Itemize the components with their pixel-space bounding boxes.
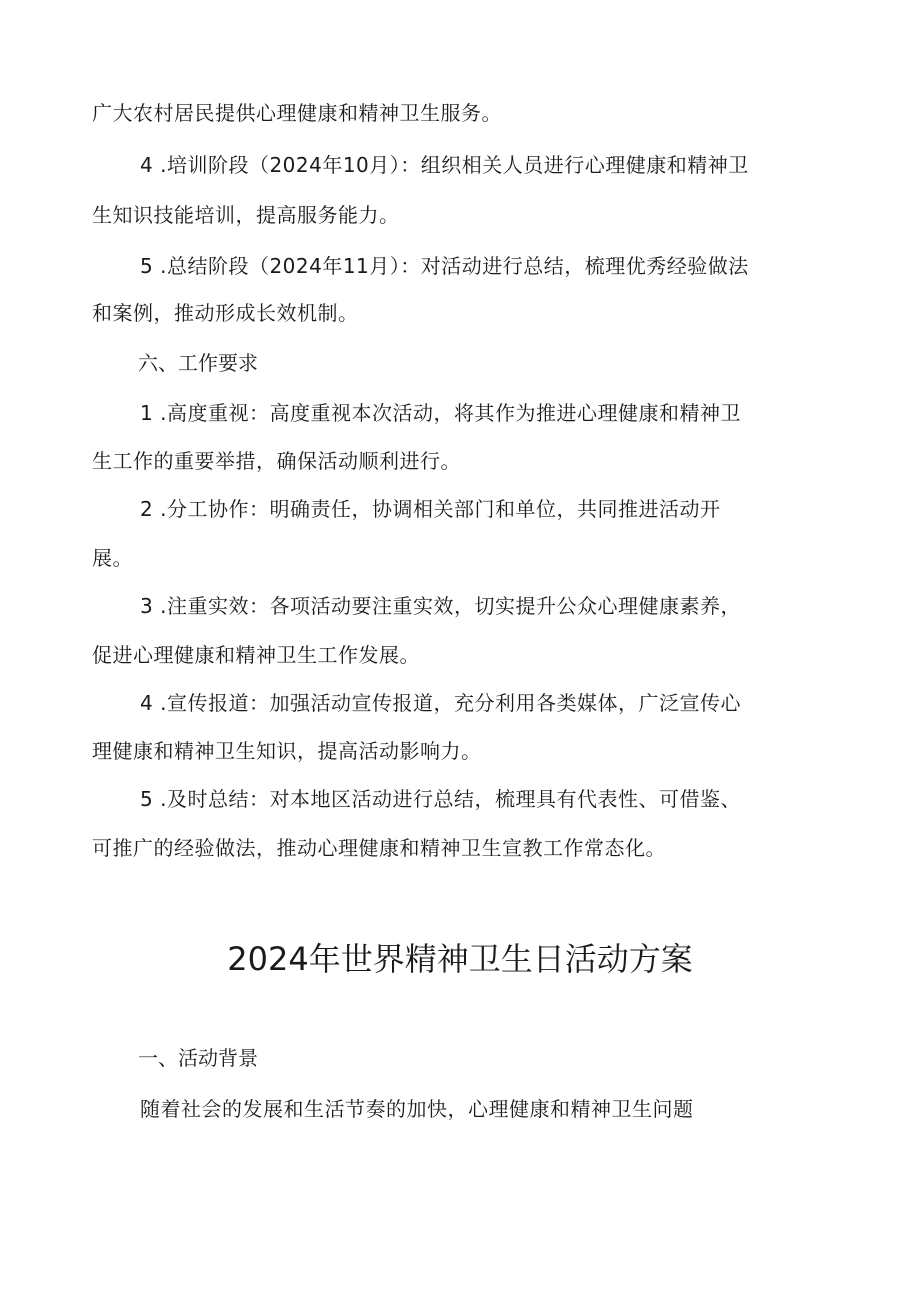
paragraph-line: 1 .高度重视：高度重视本次活动，将其作为推进心理健康和精神卫 — [140, 401, 741, 425]
paragraph-line: 4 .培训阶段（2024年10月）：组织相关人员进行心理健康和精神卫 — [140, 153, 749, 177]
paragraph-line: 生工作的重要举措，确保活动顺利进行。 — [92, 449, 461, 473]
section-heading-background: 一、活动背景 — [138, 1046, 258, 1070]
paragraph-line: 5 .及时总结：对本地区活动进行总结，梳理具有代表性、可借鉴、 — [140, 787, 741, 811]
paragraph-line: 生知识技能培训，提高服务能力。 — [92, 203, 400, 227]
paragraph-line: 展。 — [92, 546, 133, 570]
paragraph-line: 3 .注重实效：各项活动要注重实效，切实提升公众心理健康素养， — [140, 594, 741, 618]
paragraph-line: 可推广的经验做法，推动心理健康和精神卫生宣教工作常态化。 — [92, 836, 666, 860]
paragraph-line: 广大农村居民提供心理健康和精神卫生服务。 — [92, 101, 502, 125]
section-heading-requirements: 六、工作要求 — [138, 351, 258, 375]
paragraph-line: 理健康和精神卫生知识，提高活动影响力。 — [92, 739, 482, 763]
paragraph-line: 2 .分工协作：明确责任，协调相关部门和单位，共同推进活动开 — [140, 497, 721, 521]
paragraph-line: 促进心理健康和精神卫生工作发展。 — [92, 643, 420, 667]
paragraph-line: 5 .总结阶段（2024年11月）：对活动进行总结，梳理优秀经验做法 — [140, 254, 749, 278]
paragraph-line: 4 .宣传报道：加强活动宣传报道，充分利用各类媒体，广泛宣传心 — [140, 691, 741, 715]
document-title: 2024年世界精神卫生日活动方案 — [227, 940, 693, 978]
paragraph-line: 和案例，推动形成长效机制。 — [92, 301, 359, 325]
paragraph-line: 随着社会的发展和生活节奏的加快，心理健康和精神卫生问题 — [140, 1097, 694, 1121]
